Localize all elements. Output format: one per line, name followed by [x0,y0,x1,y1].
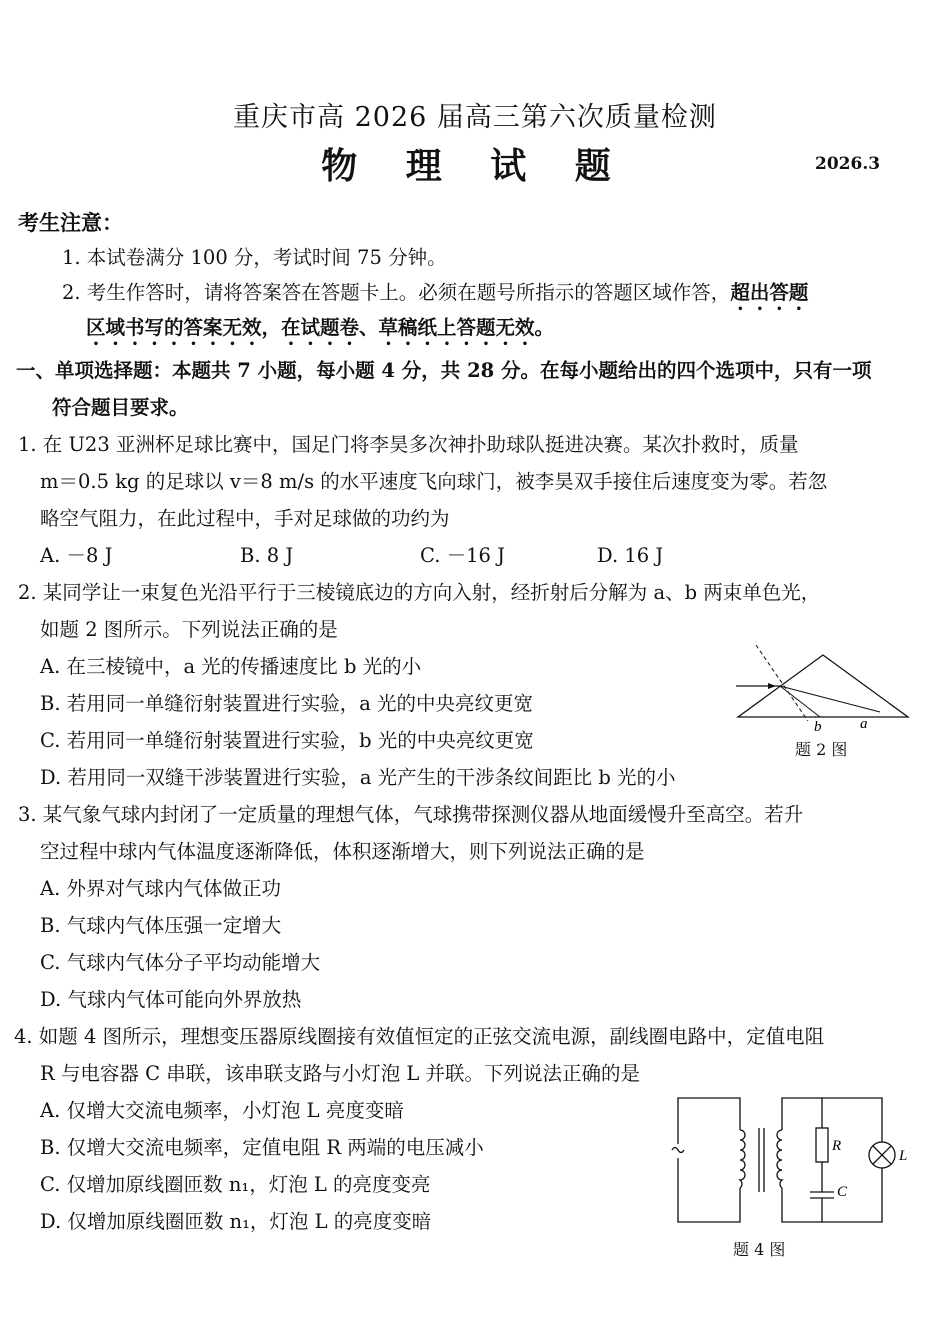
question-4-line-2: R 与电容器 C 串联，该串联支路与小灯泡 L 并联。下列说法正确的是 [40,1062,641,1085]
question-4-option-d: D. 仅增加原线圈匝数 n₁，灯泡 L 的亮度变暗 [40,1210,432,1233]
question-1-option-a: A. －8 J [40,544,113,567]
figure-4-caption: 题 4 图 [733,1240,786,1259]
question-1-option-c: C. －16 J [420,544,505,567]
question-4-option-a: A. 仅增大交流电频率，小灯泡 L 亮度变暗 [40,1099,404,1122]
notice-item-2-emphasis-continued: 区域书写的答案无效，在试题卷、草稿纸上答题无效。 [86,316,555,339]
figure-2-caption: 题 2 图 [795,740,848,759]
question-2-line-1: 2. 某同学让一束复色光沿平行于三棱镜底边的方向入射，经折射后分解为 a、b 两束单色光， [18,581,821,604]
incident-arrow [768,683,776,689]
label-b: b [814,719,822,735]
question-3-line-2: 空过程中球内气体温度逐渐降低，体积逐渐增大，则下列说法正确的是 [40,840,645,863]
notice-item-1: 1. 本试卷满分 100 分，考试时间 75 分钟。 [62,246,447,269]
question-4-option-b: B. 仅增大交流电频率，定值电阻 R 两端的电压减小 [40,1136,484,1159]
label-a: a [860,716,868,732]
question-3-line-1: 3. 某气象气球内封闭了一定质量的理想气体，气球携带探测仪器从地面缓慢升至高空。若升 [18,803,804,826]
primary-wire-top [678,1098,740,1137]
primary-coil [740,1130,745,1188]
section-heading: 一、单项选择题：本题共 7 小题，每小题 4 分，共 28 分。在每小题给出的四个选项中，只有一项 [16,359,872,382]
question-2-option-a: A. 在三棱镜中，a 光的传播速度比 b 光的小 [40,655,422,678]
exam-date: 2026.3 [815,154,881,174]
normal-line [756,645,808,721]
question-3-option-c: C. 气球内气体分子平均动能增大 [40,951,321,974]
section-heading-continued: 符合题目要求。 [52,396,189,419]
transformer-circuit-figure [660,1092,920,1232]
ac-source-symbol [672,1148,684,1153]
question-1-line-1: 1. 在 U23 亚洲杯足球比赛中，国足门将李昊多次神扑助球队挺进决赛。某次扑救时，质量 [18,433,799,456]
exam-title: 重庆市高 2026 届高三第六次质量检测 [233,102,717,133]
question-1-line-2: m＝0.5 kg 的足球以 v＝8 m/s 的水平速度飞向球门，被李昊双手接住后速度变为零。若忽 [40,470,828,493]
question-1-option-b: B. 8 J [240,544,294,567]
resistor [816,1128,828,1162]
question-1-option-d: D. 16 J [597,544,664,567]
label-C: C [837,1184,848,1200]
question-2-line-2: 如题 2 图所示。下列说法正确的是 [40,618,338,641]
question-4-option-c: C. 仅增加原线圈匝数 n₁，灯泡 L 的亮度变亮 [40,1173,431,1196]
question-3-option-a: A. 外界对气球内气体做正功 [40,877,281,900]
ray-a [780,686,880,712]
question-2-option-b: B. 若用同一单缝衍射装置进行实验，a 光的中央亮纹更宽 [40,692,534,715]
question-2-option-d: D. 若用同一双缝干涉装置进行实验，a 光产生的干涉条纹间距比 b 光的小 [40,766,676,789]
question-3-option-d: D. 气球内气体可能向外界放热 [40,988,302,1011]
subject-title: 物 理 试 题 [321,145,629,187]
secondary-coil [777,1130,782,1188]
question-2-option-c: C. 若用同一单缝衍射装置进行实验，b 光的中央亮纹更宽 [40,729,534,752]
secondary-wire-bottom [782,1168,882,1222]
label-L: L [899,1148,908,1164]
ray-b [780,686,820,717]
notice-item-2-text: 2. 考生作答时，请将答案答在答题卡上。必须在题号所指示的答题区域作答， [62,281,731,304]
primary-wire-bottom [678,1172,740,1222]
secondary-wire-top [782,1098,882,1142]
question-4-line-1: 4. 如题 4 图所示，理想变压器原线圈接有效值恒定的正弦交流电源，副线圈电路中，定值电阻 [14,1025,825,1048]
label-R: R [832,1138,842,1154]
notice-item-2-emphasis: 超出答题 [730,281,809,304]
question-3-option-b: B. 气球内气体压强一定增大 [40,914,282,937]
notice-heading: 考生注意： [18,210,123,235]
question-1-line-3: 略空气阻力，在此过程中，手对足球做的功约为 [40,507,450,530]
